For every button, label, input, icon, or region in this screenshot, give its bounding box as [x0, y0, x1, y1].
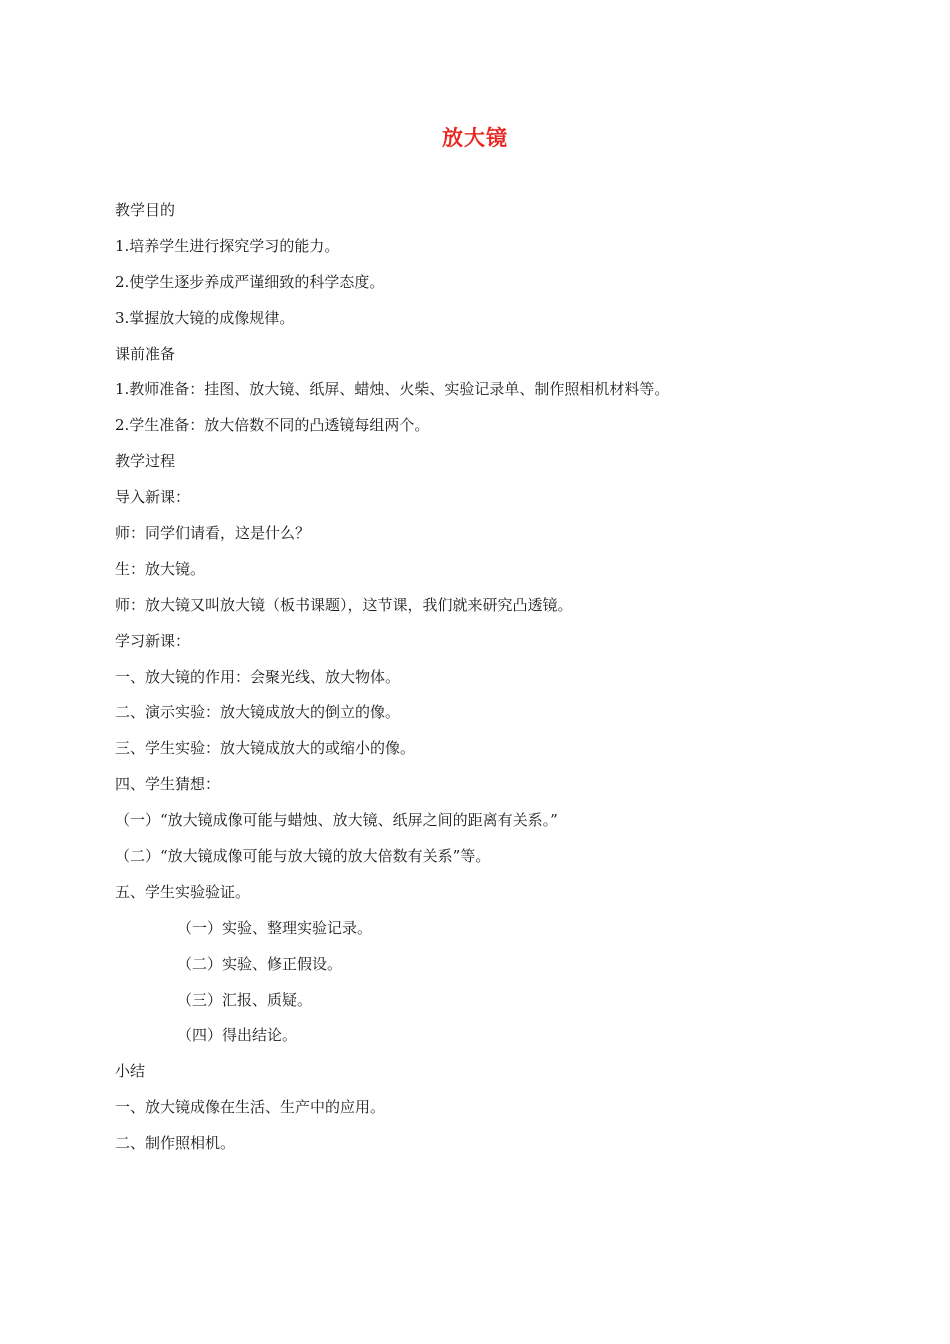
text-line: 1.培养学生进行探究学习的能力。	[115, 236, 340, 255]
text-line: 小结	[115, 1062, 146, 1081]
text-line: 二、演示实验：放大镜成放大的倒立的像。	[115, 703, 401, 722]
text-line: 师：同学们请看，这是什么？	[115, 524, 311, 543]
text-line: 四、学生猜想：	[115, 775, 221, 794]
text-line: 三、学生实验：放大镜成放大的或缩小的像。	[115, 739, 416, 758]
text-line: 教学过程	[115, 452, 176, 471]
text-line: （二）“放大镜成像可能与放大镜的放大倍数有关系”等。	[115, 847, 491, 866]
text-line: 1.教师准备：挂图、放大镜、纸屏、蜡烛、火柴、实验记录单、制作照相机材料等。	[115, 380, 670, 399]
text-line: （三）汇报、质疑。	[177, 990, 313, 1009]
text-line: 3.掌握放大镜的成像规律。	[115, 308, 295, 327]
text-line: （一）实验、整理实验记录。	[177, 918, 373, 937]
document-body	[115, 197, 875, 1166]
text-line: 学习新课：	[115, 631, 191, 650]
text-line: 2.学生准备：放大倍数不同的凸透镜每组两个。	[115, 416, 430, 435]
text-line: 师：放大镜又叫放大镜（板书课题），这节课，我们就来研究凸透镜。	[115, 595, 573, 614]
text-line: 2.使学生逐步养成严谨细致的科学态度。	[115, 272, 385, 291]
text-line: 课前准备	[115, 344, 176, 363]
text-line: 生：放大镜。	[115, 559, 206, 578]
text-line: 教学目的	[115, 201, 176, 219]
text-line: （一）“放大镜成像可能与蜡烛、放大镜、纸屏之间的距离有关系。”	[115, 811, 558, 830]
text-line: 五、学生实验验证。	[115, 882, 251, 901]
text-line: 一、放大镜的作用：会聚光线、放大物体。	[115, 667, 401, 686]
text-line: 一、放大镜成像在生活、生产中的应用。	[115, 1098, 386, 1117]
text-line: （四）得出结论。	[177, 1026, 298, 1045]
text-line: 导入新课：	[115, 488, 191, 507]
text-line: 二、制作照相机。	[115, 1134, 236, 1153]
text-line: （二）实验、修正假设。	[177, 954, 343, 973]
page-title: 放大镜	[442, 126, 508, 150]
